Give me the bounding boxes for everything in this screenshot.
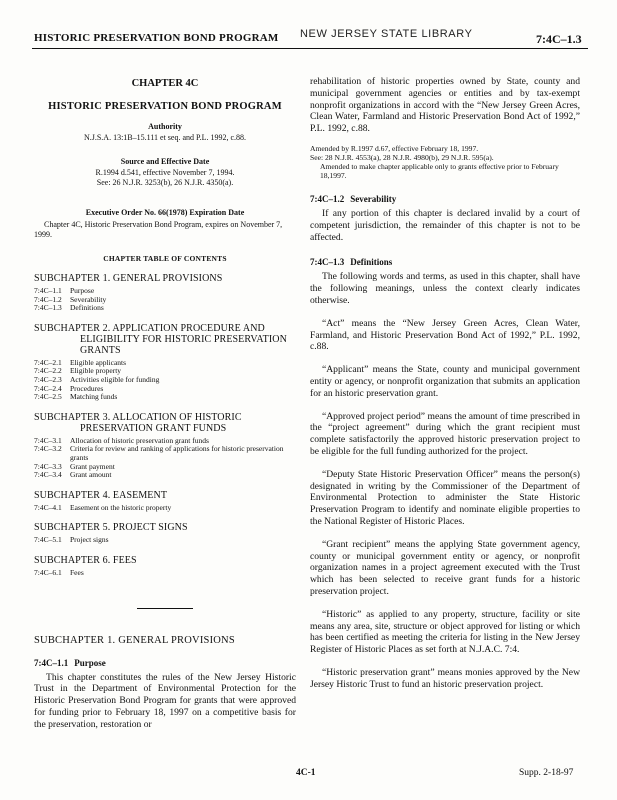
supplement-date: Supp. 2-18-97 [519,768,574,778]
running-header-title: HISTORIC PRESERVATION BOND PROGRAM [34,32,279,44]
toc-entry-number: 7:4C–3.2 [34,444,62,454]
toc-entry [34,569,296,578]
purpose-continuation: rehabilitation of historic properties owned by State, county and municipal government agencies or entities and by tax-exempt nonprofit organizations in accord with the “New Jersey Green Acres, Clean Water, Farmland and Historic Preservation Bond Act of 1992,” P.L. 1992, c.88. [310,76,580,135]
toc-subchapter-heading: SUBCHAPTER 2. APPLICATION PROCEDURE AND ELIGIBILITY FOR HISTORIC PRESERVATION GRANTS [34,322,287,356]
left-column [34,68,296,730]
toc-entry-title: Eligible applicants [70,357,127,367]
amendment-line-1: Amended by R.1997 d.67, effective February 18, 1997. [310,143,479,153]
toc-subchapter-heading: SUBCHAPTER 1. GENERAL PROVISIONS [34,273,223,284]
definitions-list [310,318,580,691]
toc-entry-title: Matching funds [70,392,118,402]
running-header-section: 7:4C–1.3 [536,32,582,46]
toc-entry [34,445,296,462]
toc-subchapter-heading: SUBCHAPTER 5. PROJECT SIGNS [34,522,188,534]
amendment-line-2: See: 28 N.J.R. 4553(a), 28 N.J.R. 4980(b), 29 N.J.R. 595(a). [310,152,494,162]
toc-entry-title: Easement on the historic property [70,502,172,512]
toc-entry-title: Purpose [70,286,95,295]
purpose-heading [34,658,296,668]
toc-entry-title: Allocation of historic preservation grant funds [70,435,209,445]
toc-entry-number: 7:4C–6.1 [34,567,62,577]
definition-paragraph: “Applicant” means the State, county and municipal government entity or agency, or nonprofit organization that submits an application for an historic preservation grant. [310,364,580,399]
exec-order-text: Chapter 4C, Historic Preservation Bond Program, expires on November 7, 1999. [34,220,283,239]
toc-section-list [34,287,296,313]
page-number: 4C-1 [296,768,316,778]
toc-title: CHAPTER TABLE OF CONTENTS [103,254,227,263]
amendment-note [310,144,580,180]
toc-entry-title: Eligible property [70,366,122,376]
purpose-title: Purpose [74,657,106,668]
section-divider [137,608,193,609]
toc-entry-title: Grant amount [70,470,112,480]
toc-entry-number: 7:4C–2.5 [34,392,62,402]
toc-entry-number: 7:4C–3.1 [34,435,62,445]
definition-paragraph: “Grant recipient” means the applying State government agency, county or municipal government entity or agency, or nonprofit organization names in a project agreement executed with the Trust which has been selected to receive grant funds for a historic preservation project. [310,538,580,597]
toc-section-list [34,536,296,545]
toc-entry [34,471,296,480]
definition-paragraph: “Deputy State Historic Preservation Officer” means the person(s) designated in writing by the Commissioner of the Department of Environmental Protection to administer the State Historic Preservation Program to identify and nominate eligible properties to the National Register of Historic Places. [310,468,580,527]
chapter-title: HISTORIC PRESERVATION BOND PROGRAM [48,101,282,112]
toc-entry-number: 7:4C–2.3 [34,374,62,384]
header-rule [32,48,588,49]
toc-entry-title: Fees [70,567,84,577]
toc-entry-title: Project signs [70,535,109,545]
toc-section-list [34,359,296,402]
authority-text: N.J.S.A. 13:1B–15.111 et seq. and P.L. 1992, c.88. [83,133,247,142]
toc-entry-number: 7:4C–5.1 [34,535,62,545]
source-heading: Source and Effective Date [120,157,210,166]
severability-number: 7:4C–1.2 [310,193,345,204]
toc-entry [34,304,296,313]
definition-paragraph: “Act” means the “New Jersey Green Acres, Clean Water, Farmland, and Historic Preservation Bond Act of 1992,” P.L. 1992, c.88. [310,317,580,353]
severability-text: If any portion of this chapter is declared invalid by a court of competent jurisdiction, the remainder of this chapter is not to be affected. [310,207,580,243]
toc-section-list [34,504,296,513]
amendment-line-3: Amended to make chapter applicable only to grants effective prior to February 18,1997. [320,161,559,180]
toc-entry-title: Grant payment [70,461,115,471]
right-column [310,76,580,690]
definitions-heading [310,257,580,267]
toc-section-list [34,569,296,578]
definitions-title: Definitions [350,257,393,268]
severability-heading [310,194,580,204]
subchapter-1-heading: SUBCHAPTER 1. GENERAL PROVISIONS [34,634,235,646]
source-line-1: R.1994 d.541, effective November 7, 1994. [95,168,235,177]
toc-entry-title: Criteria for review and ranking of applications for historic preservation grants [70,444,284,462]
toc-entry [34,393,296,402]
exec-order-heading: Executive Order No. 66(1978) Expiration Date [85,208,245,217]
library-stamp: NEW JERSEY STATE LIBRARY [300,28,473,40]
definition-paragraph: “Approved project period” means the amount of time prescribed in the “project agreement” during which the grant recipient must complete satisfactorily the approved historic preservation project to be eligible for the full funding authorized for the project. [310,410,580,457]
toc-entry-number: 7:4C–3.3 [34,461,62,471]
toc-entry-number: 7:4C–1.2 [34,294,62,304]
purpose-text: This chapter constitutes the rules of the New Jersey Historic Trust in the Department of Environmental Protection for the Historic Preservation Bond Program for grants that were approved for funding prior to February 18, 1997 on a competitive basis for the preservation, restoration or [34,671,296,730]
toc-entry-number: 7:4C–2.4 [34,383,62,393]
purpose-number: 7:4C–1.1 [34,657,69,668]
toc-section-list [34,437,296,480]
toc-subchapter-heading: SUBCHAPTER 3. ALLOCATION OF HISTORIC PRESERVATION GRANT FUNDS [34,411,242,434]
toc-entry-title: Definitions [70,303,104,313]
toc-entry-number: 7:4C–4.1 [34,502,62,512]
toc-entry-title: Activities eligible for funding [70,374,160,384]
toc-subchapter-heading: SUBCHAPTER 6. FEES [34,554,137,566]
toc-entry [34,536,296,545]
toc-entry-title: Procedures [70,383,104,393]
chapter-label: CHAPTER 4C [131,78,199,89]
toc-entry-title: Severability [70,294,107,304]
table-of-contents [34,273,296,578]
toc-subchapter-heading: SUBCHAPTER 4. EASEMENT [34,489,168,501]
definition-paragraph: “Historic” as applied to any property, structure, facility or site means any area, site, structure or object approved for listing or which has been certified as meeting the criteria for listing in the New Jersey Register of Historic Places as set forth at N.J.A.C. 7:4. [310,608,580,656]
severability-title: Severability [350,193,397,204]
toc-entry [34,504,296,513]
definitions-intro: The following words and terms, as used in this chapter, shall have the following meanings, unless the context clearly indicates otherwise. [310,271,580,306]
authority-heading: Authority [148,122,182,131]
toc-entry-number: 7:4C–2.1 [34,357,62,367]
definition-paragraph: “Historic preservation grant” means monies approved by the New Jersey Historic Trust to fund an historic preservation project. [310,666,580,690]
source-line-2: See: 26 N.J.R. 3253(b), 26 N.J.R. 4350(a). [96,178,234,187]
toc-entry-number: 7:4C–1.3 [34,303,62,313]
toc-entry-number: 7:4C–1.1 [34,286,62,295]
toc-entry-number: 7:4C–2.2 [34,366,62,376]
toc-entry-number: 7:4C–3.4 [34,470,62,480]
definitions-number: 7:4C–1.3 [310,257,345,268]
